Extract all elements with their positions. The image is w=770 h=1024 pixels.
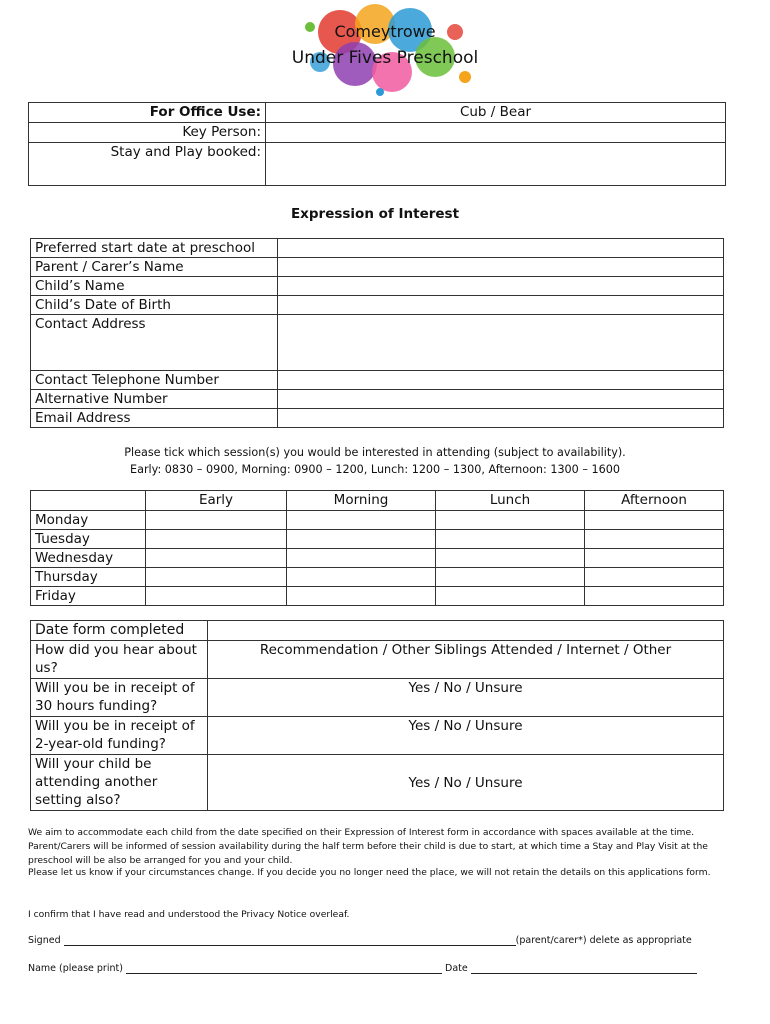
session-cell[interactable]	[585, 549, 724, 568]
day-label: Monday	[31, 511, 146, 530]
start-date-field[interactable]	[278, 239, 724, 258]
questions-table	[30, 620, 724, 811]
field-label: Email Address	[31, 409, 278, 428]
date-line[interactable]	[471, 962, 697, 974]
question-label: Will you be in receipt of 30 hours funding?	[31, 679, 208, 717]
sessions-note-line1: Please tick which session(s) you would be interested in attending (subject to availability).	[124, 446, 626, 459]
day-label: Wednesday	[31, 549, 146, 568]
field-label: Child’s Date of Birth	[31, 296, 278, 315]
signed-suffix: (parent/carer*) delete as appropriate	[515, 935, 692, 946]
col-lunch: Lunch	[436, 491, 585, 511]
session-cell[interactable]	[287, 530, 436, 549]
question-label: How did you hear about us?	[31, 641, 208, 679]
day-label: Tuesday	[31, 530, 146, 549]
privacy-confirm: I confirm that I have read and understood the Privacy Notice overleaf.	[28, 909, 350, 920]
session-cell[interactable]	[287, 587, 436, 606]
col-afternoon: Afternoon	[585, 491, 724, 511]
question-label: Date form completed	[31, 621, 208, 641]
footer-para1: We aim to accommodate each child from the date specified on their Expression of Interest form in accordance with spaces available at the time. Parent/Carers will be informed of session availability during the half term before their child is due to start, at which time a Stay and Play Visit at the preschool will be also be arranged for you and your child.	[28, 827, 708, 866]
cub-bear-value: Cub / Bear	[266, 103, 726, 123]
field-label: Child’s Name	[31, 277, 278, 296]
col-early: Early	[146, 491, 287, 511]
office-use-table	[28, 102, 726, 186]
parent-name-field[interactable]	[278, 258, 724, 277]
key-person-field[interactable]	[266, 123, 726, 143]
key-person-label: Key Person:	[29, 123, 266, 143]
address-field[interactable]	[278, 315, 724, 371]
session-cell[interactable]	[585, 587, 724, 606]
field-label: Parent / Carer’s Name	[31, 258, 278, 277]
session-cell[interactable]	[436, 568, 585, 587]
session-cell[interactable]	[436, 530, 585, 549]
school-name-line2: Under Fives Preschool	[291, 48, 479, 68]
field-label: Contact Telephone Number	[31, 371, 278, 390]
field-label: Alternative Number	[31, 390, 278, 409]
question-label: Will you be in receipt of 2-year-old funding?	[31, 717, 208, 755]
question-label: Will your child be attending another setting also?	[31, 755, 208, 811]
session-cell[interactable]	[146, 568, 287, 587]
name-date-row	[28, 962, 740, 974]
school-name-line1: Comeytrowe	[334, 22, 436, 41]
sessions-table	[30, 490, 724, 606]
footer-para2: Please let us know if your circumstances change. If you decide you no longer need the place, we will not retain the details on this applications form.	[28, 867, 711, 878]
date-completed-field[interactable]	[208, 621, 724, 641]
signature-line[interactable]	[64, 934, 516, 946]
day-label: Friday	[31, 587, 146, 606]
session-cell[interactable]	[146, 511, 287, 530]
session-cell[interactable]	[146, 530, 287, 549]
session-cell[interactable]	[287, 549, 436, 568]
session-cell[interactable]	[436, 587, 585, 606]
session-cell[interactable]	[287, 511, 436, 530]
session-cell[interactable]	[585, 568, 724, 587]
signed-label: Signed	[28, 935, 61, 946]
session-cell[interactable]	[436, 549, 585, 568]
session-cell[interactable]	[146, 587, 287, 606]
email-field[interactable]	[278, 409, 724, 428]
2-year-funding-answer[interactable]: Yes / No / Unsure	[208, 717, 724, 755]
other-setting-answer[interactable]: Yes / No / Unsure	[208, 755, 724, 811]
telephone-field[interactable]	[278, 371, 724, 390]
stay-play-field[interactable]	[266, 143, 726, 186]
for-office-use-label: For Office Use:	[29, 103, 266, 123]
session-cell[interactable]	[585, 511, 724, 530]
interest-table	[30, 238, 724, 428]
name-line[interactable]	[126, 962, 442, 974]
date-label: Date	[445, 963, 468, 974]
name-label: Name (please print)	[28, 963, 123, 974]
stay-play-label: Stay and Play booked:	[29, 143, 266, 186]
sessions-note	[0, 444, 750, 478]
field-label: Preferred start date at preschool	[31, 239, 278, 258]
hear-about-answer[interactable]: Recommendation / Other Siblings Attended / Internet / Other	[208, 641, 724, 679]
child-name-field[interactable]	[278, 277, 724, 296]
sessions-note-line2: Early: 0830 – 0900, Morning: 0900 – 1200, Lunch: 1200 – 1300, Afternoon: 1300 – 1600	[130, 463, 620, 476]
day-label: Thursday	[31, 568, 146, 587]
field-label: Contact Address	[31, 315, 278, 371]
session-cell[interactable]	[436, 511, 585, 530]
session-cell[interactable]	[585, 530, 724, 549]
col-morning: Morning	[287, 491, 436, 511]
child-dob-field[interactable]	[278, 296, 724, 315]
30-hours-answer[interactable]: Yes / No / Unsure	[208, 679, 724, 717]
signed-row	[28, 934, 740, 946]
alt-number-field[interactable]	[278, 390, 724, 409]
session-cell[interactable]	[146, 549, 287, 568]
session-cell[interactable]	[287, 568, 436, 587]
section-title: Expression of Interest	[290, 206, 460, 222]
